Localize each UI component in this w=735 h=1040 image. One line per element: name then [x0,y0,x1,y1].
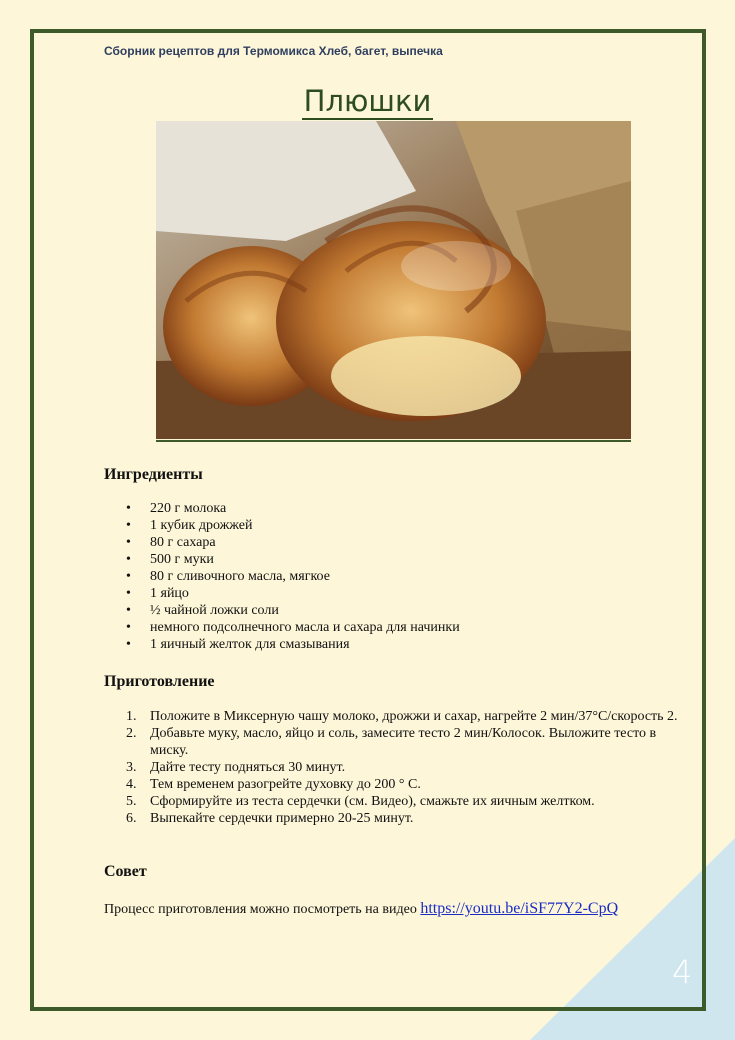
step-number: 5. [126,794,137,809]
step-text: Тем временем разогрейте духовку до 200 ° С. [150,777,421,792]
title-text: Плюшки [303,84,432,118]
preparation-steps [104,708,684,827]
step-number: 1. [126,709,137,724]
list-item: • 1 яичный желток для смазывания [104,636,460,653]
header-text: Сборник рецептов для Термомикса Хлеб, багет, выпечка [104,44,443,58]
preparation-heading: Приготовление [104,673,215,690]
list-item: • 1 кубик дрожжей [104,517,460,534]
step-item [104,793,684,810]
step-number: 3. [126,760,137,775]
step-item [104,810,684,827]
step-text: Дайте тесту подняться 30 минут. [150,760,346,775]
tip-text: Процесс приготовления можно посмотреть на видео [104,902,421,917]
page-title [0,84,735,118]
step-item [104,776,684,793]
step-text: Добавьте муку, масло, яйцо и соль, замесите тесто 2 мин/Колосок. Выложите тесто в миску. [150,726,657,758]
ingredients-heading: Ингредиенты [104,466,203,483]
step-number: 6. [126,811,137,826]
page-number: 4 [672,953,693,991]
tip-paragraph [104,900,618,918]
step-item [104,759,684,776]
list-item: • 220 г молока [104,500,460,517]
step-item [104,725,684,759]
video-link[interactable]: https://youtu.be/iSF77Y2-CpQ [420,900,619,917]
tip-heading: Совет [104,863,147,880]
step-item [104,708,684,725]
list-item: • 80 г сливочного масла, мягкое [104,568,460,585]
list-item: • 1 яйцо [104,585,460,602]
step-text: Положите в Миксерную чашу молоко, дрожжи и сахар, нагрейте 2 мин/37°C/скорость 2. [150,709,678,724]
list-item: • 80 г сахара [104,534,460,551]
step-number: 2. [126,726,137,741]
ingredients-list [104,500,460,653]
list-item: • немного подсолнечного масла и сахара для начинки [104,619,460,636]
step-number: 4. [126,777,137,792]
step-text: Сформируйте из теста сердечки (см. Видео), смажьте их яичным желтком. [150,794,595,809]
recipe-photo [156,121,631,439]
step-text: Выпекайте сердечки примерно 20-25 минут. [150,811,414,826]
photo-underline [156,440,631,442]
list-item: • ½ чайной ложки соли [104,602,460,619]
list-item: • 500 г муки [104,551,460,568]
